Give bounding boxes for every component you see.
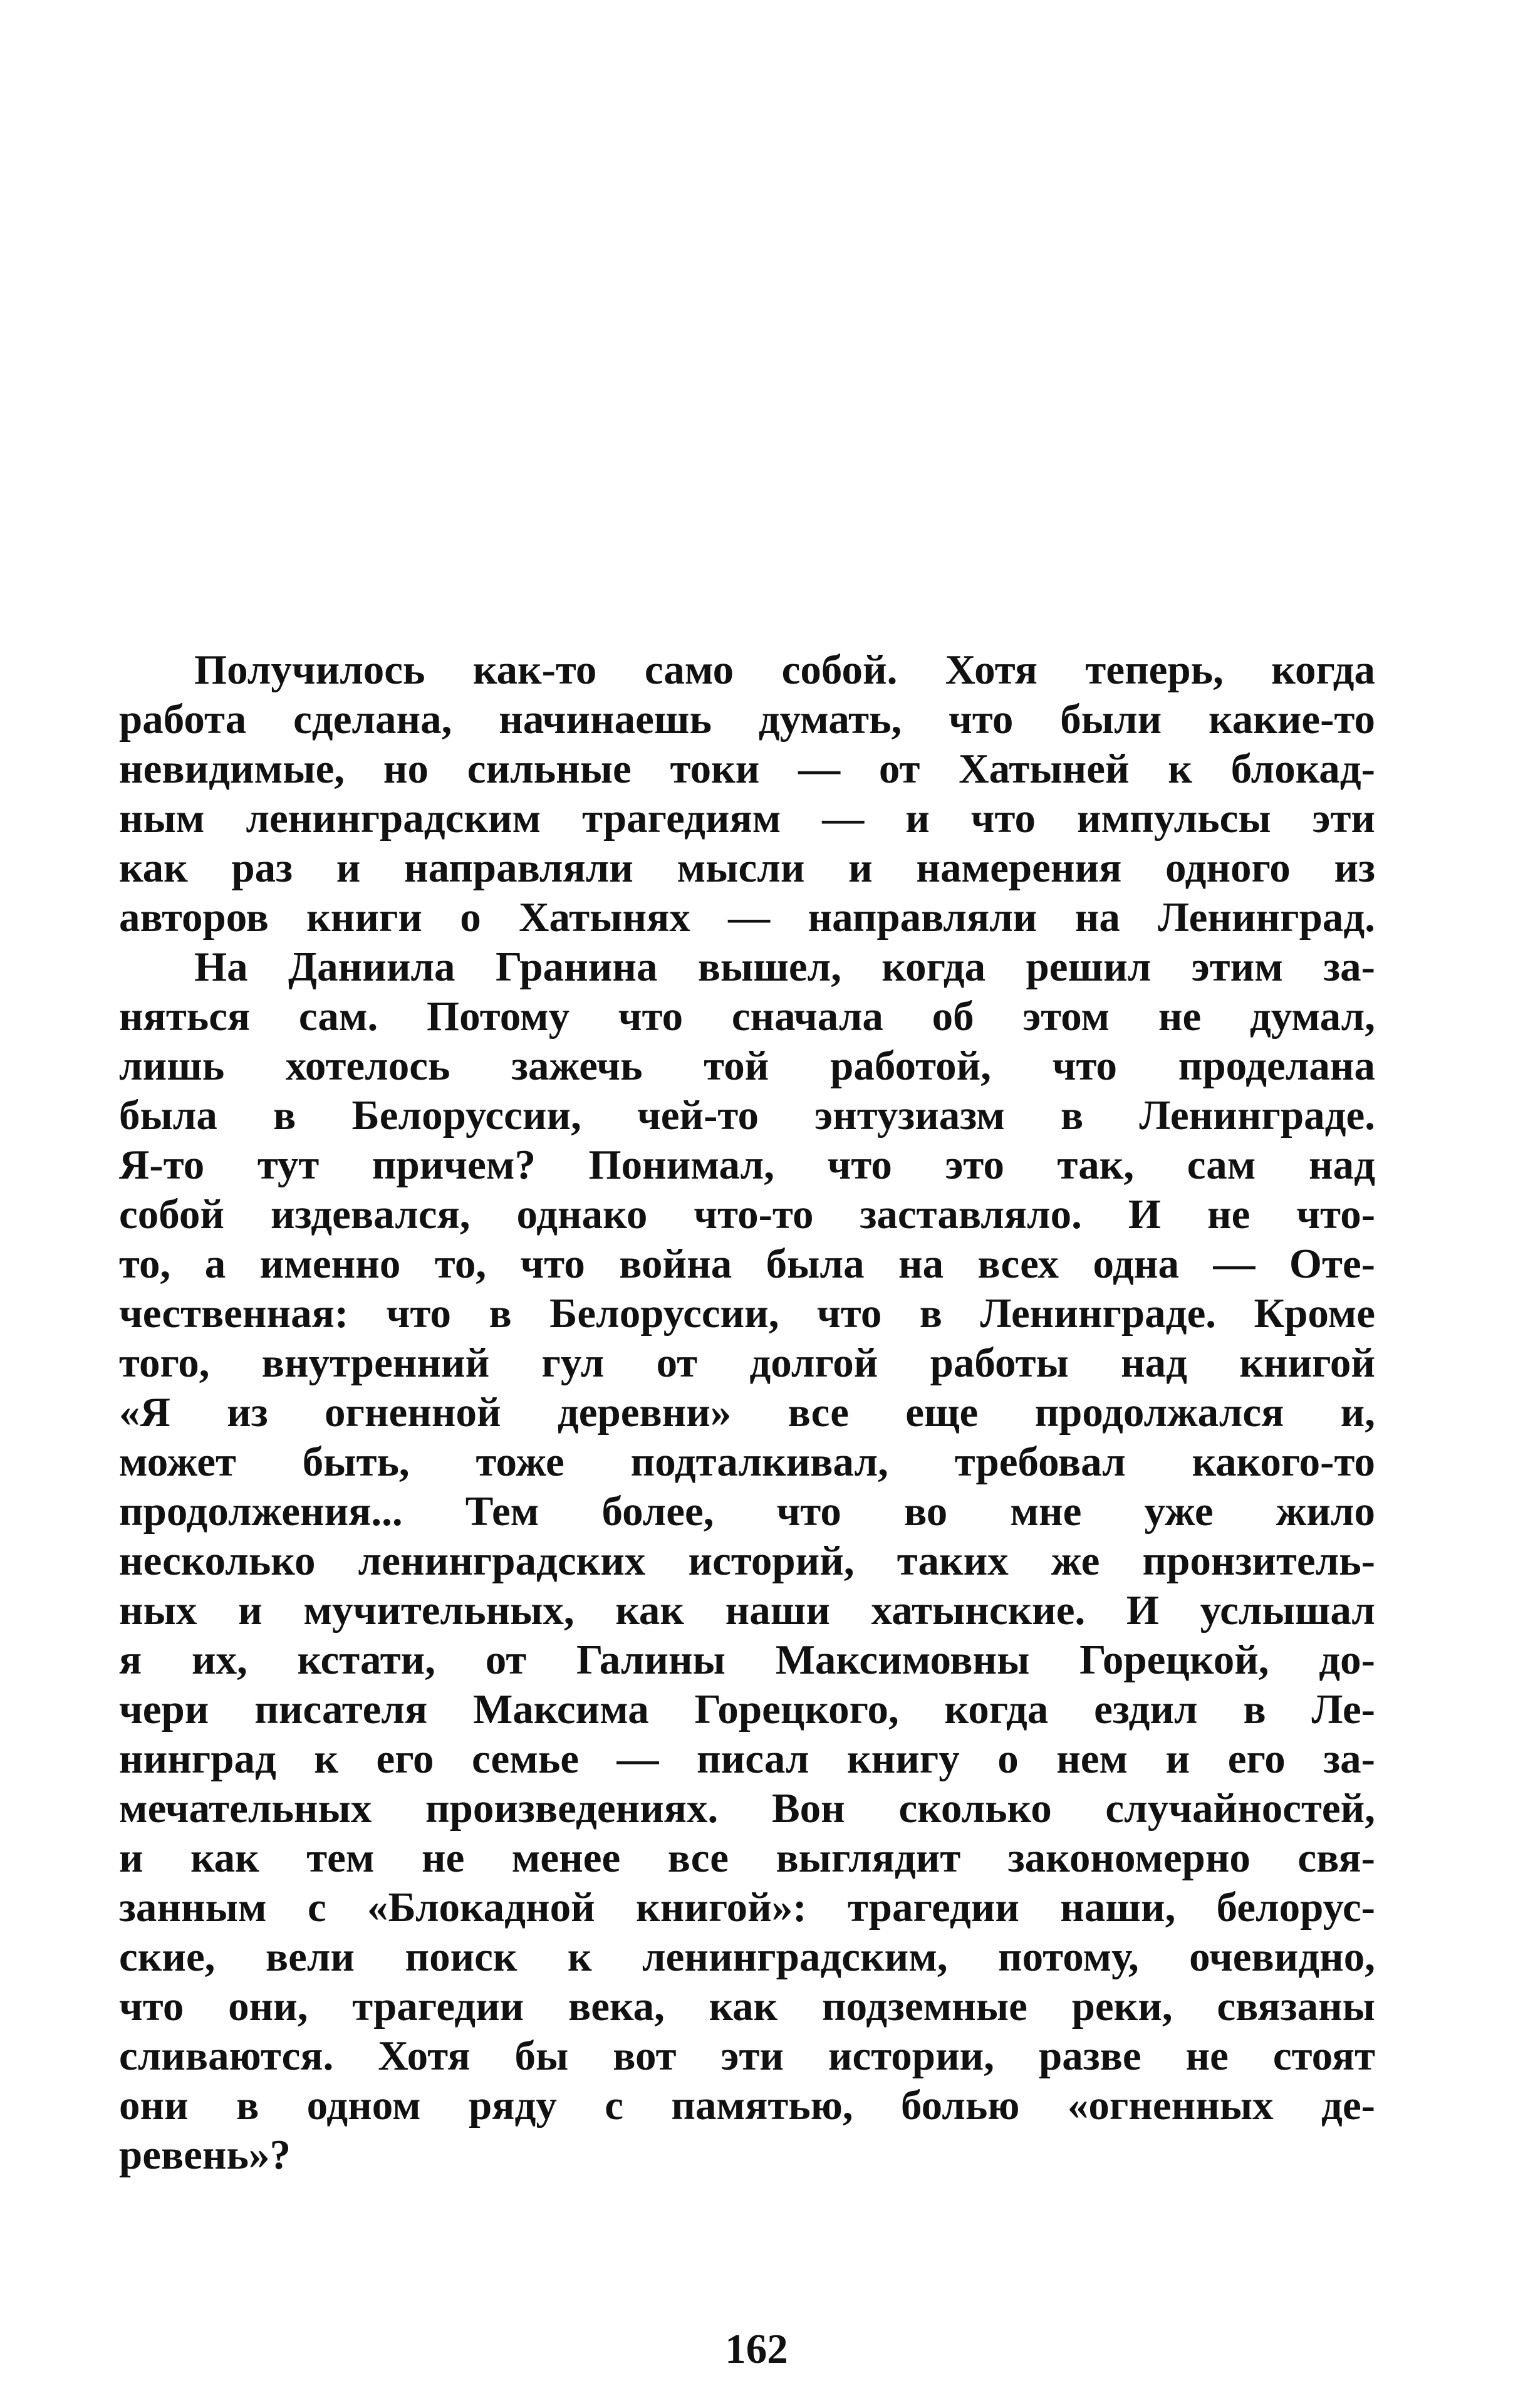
text-line: авторов книги о Хатынях — направляли на Ленинград. [119,894,1375,941]
text-line: того, внутренний гул от долгой работы над книгой [119,1340,1375,1386]
text-line: продолжения... Тем более, что во мне уже жило [119,1488,1375,1535]
text-line: ские, вели поиск к ленинградским, потому, очевидно, [119,1934,1375,1980]
text-line: мечательных произведениях. Вон сколько случайностей, [119,1785,1375,1832]
text-line: ных и мучительных, как наши хатынские. И услышал [119,1587,1375,1634]
text-line: несколько ленинградских историй, таких же пронзитель- [119,1538,1375,1584]
text-line: и как тем не менее все выглядит закономерно свя- [119,1835,1375,1881]
text-line: Я-то тут причем? Понимал, что это так, сам над [119,1142,1375,1188]
body-text [119,645,1375,2180]
text-line: ным ленинградским трагедиям — и что импульсы эти [119,795,1375,842]
text-line: ревень»? [119,2132,291,2178]
text-line: что они, трагедии века, как подземные реки, связаны [119,1983,1375,2030]
text-line: нинград к его семье — писал книгу о нем и его за- [119,1736,1375,1782]
text-line: На Даниила Гранина вышел, когда решил этим за- [194,944,1375,990]
text-line: сливаются. Хотя бы вот эти истории, разве не стоят [119,2033,1375,2079]
text-line: они в одном ряду с памятью, болью «огненных де- [119,2082,1375,2129]
text-line: «Я из огненной деревни» все еще продолжался и, [119,1389,1375,1436]
text-line: собой издевался, однако что-то заставляло. И не что- [119,1191,1375,1238]
text-line: невидимые, но сильные токи — от Хатыней к блокад- [119,746,1375,792]
text-line: лишь хотелось зажечь той работой, что проделана [119,1043,1375,1089]
text-line: чери писателя Максима Горецкого, когда ездил в Ле- [119,1686,1375,1733]
text-line: занным с «Блокадной книгой»: трагедии наши, белорус- [119,1884,1375,1931]
text-line: то, а именно то, что война была на всех одна — Оте- [119,1241,1375,1287]
text-line: может быть, тоже подталкивал, требовал какого-то [119,1439,1375,1485]
page-number: 162 [725,2326,788,2372]
text-line: чественная: что в Белоруссии, что в Ленинграде. Кроме [119,1290,1375,1337]
text-line: я их, кстати, от Галины Максимовны Горецкой, до- [119,1637,1375,1683]
text-line: была в Белоруссии, чей-то энтузиазм в Ленинграде. [119,1092,1375,1139]
text-line: как раз и направляли мысли и намерения одного из [119,845,1375,891]
text-line: Получилось как-то само собой. Хотя теперь, когда [194,647,1375,693]
text-line: работа сделана, начинаешь думать, что были какие-то [119,696,1375,743]
text-line: няться сам. Потому что сначала об этом не думал, [119,993,1375,1040]
